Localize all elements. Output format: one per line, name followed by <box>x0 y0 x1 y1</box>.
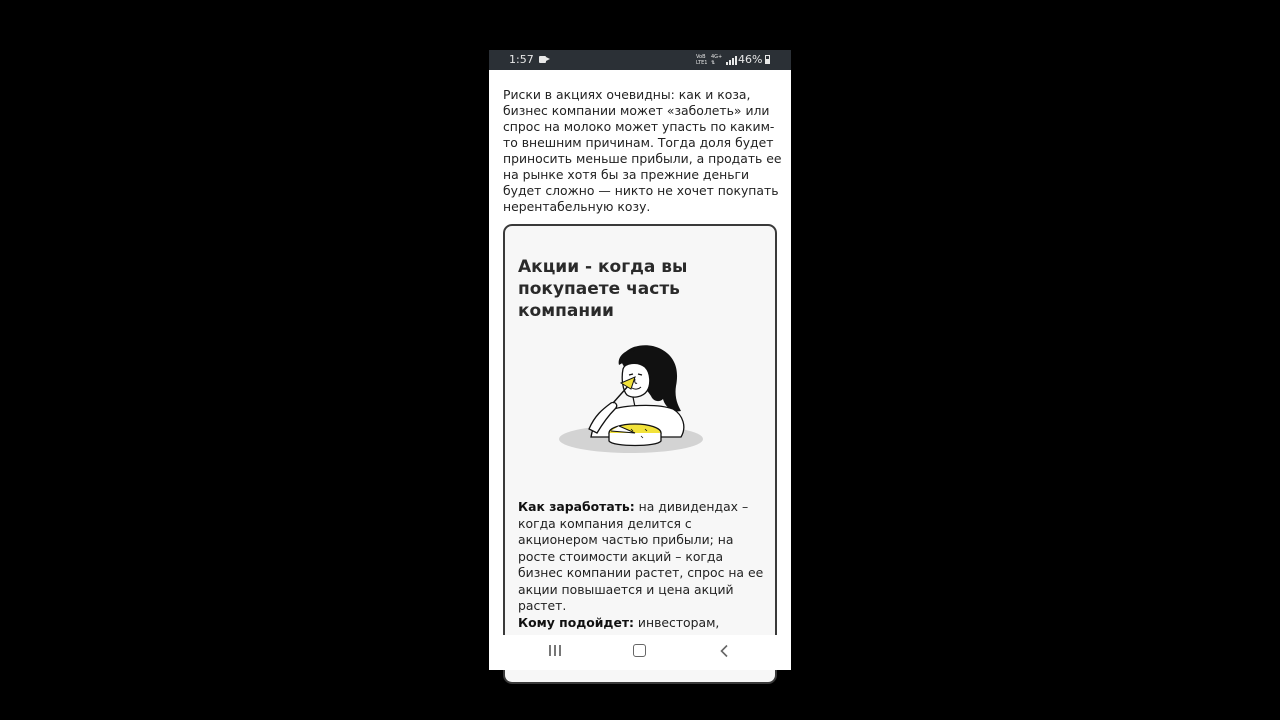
screen-record-icon <box>539 56 546 63</box>
battery-icon <box>765 55 770 64</box>
how-to-earn-paragraph <box>518 499 768 615</box>
4g-network-icon: 4G+ ⇅ <box>711 54 723 66</box>
phone-screen <box>489 50 791 670</box>
status-bar <box>489 50 791 70</box>
home-icon[interactable] <box>633 644 646 657</box>
article-paragraph: Риски в акциях очевидны: как и коза, бизнес компании может «заболеть» или спрос на молоко может упасть по каким-то внешним причинам. Тогда доля будет приносить меньше прибыли, а продать ее на рынке хотя бы за прежние деньги будет сложно — никто не хочет покупать нерентабельную козу. <box>503 87 782 214</box>
article-content[interactable] <box>489 70 791 635</box>
recent-apps-icon[interactable] <box>549 645 561 657</box>
back-icon[interactable] <box>718 644 732 658</box>
navigation-bar <box>489 635 791 670</box>
card-title: Акции - когда вы покупаете часть компании <box>518 257 688 321</box>
how-to-earn-label: Как заработать: <box>518 499 635 514</box>
battery-percent: 46% <box>738 53 763 66</box>
info-card <box>503 224 777 684</box>
status-time: 1:57 <box>509 53 534 66</box>
how-to-earn-text: на дивидендах – когда компания делится с акционером частью прибыли; на росте стоимости акций – когда бизнес компании растет, спрос на ее акции повышается и цена акций растет. <box>518 499 764 613</box>
woman-eating-pie-illustration <box>561 341 711 466</box>
who-fits-label: Кому подойдет: <box>518 615 634 630</box>
volte-network-icon: VoB LTE1 <box>696 54 708 66</box>
signal-icon <box>726 56 736 65</box>
who-fits-text: инвесторам, <box>637 615 720 630</box>
